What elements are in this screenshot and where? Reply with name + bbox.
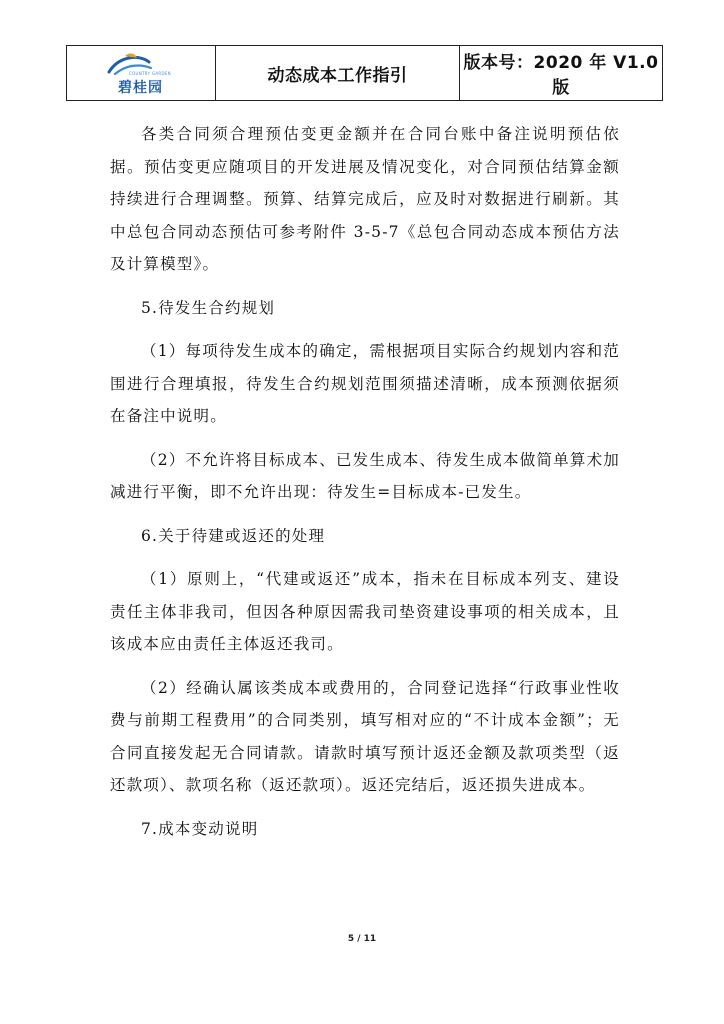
paragraph-5-1: （1）每项待发生成本的确定，需根据项目实际合约规划内容和范围进行合理填报，待发生合约规划范围须描述清晰，成本预测依据须在备注中说明。 bbox=[110, 342, 620, 425]
logo-name: 碧桂园 bbox=[118, 80, 163, 96]
company-logo bbox=[91, 50, 191, 96]
section-heading-7: 7.成本变动说明 bbox=[141, 819, 259, 838]
logo-cell bbox=[67, 46, 216, 101]
title-cell bbox=[216, 46, 460, 101]
version-label: 版本号：2020 年 V1.0 版 bbox=[463, 53, 659, 98]
section-heading-5: 5.待发生合约规划 bbox=[141, 298, 276, 317]
page-number: 5 / 11 bbox=[347, 934, 377, 944]
document-title: 动态成本工作指引 bbox=[267, 65, 408, 86]
version-cell bbox=[460, 46, 663, 101]
document-header bbox=[66, 45, 663, 101]
paragraph-5-2: （2）不允许将目标成本、已发生成本、待发生成本做简单算术加减进行平衡，即不允许出现：待发生=目标成本-已发生。 bbox=[110, 450, 620, 501]
document-body bbox=[110, 118, 620, 856]
section-heading-6: 6.关于待建或返还的处理 bbox=[141, 526, 326, 545]
paragraph-6-1: （1）原则上，“代建或返还”成本，指未在目标成本列支、建设责任主体非我司，但因各种原因需我司垫资建设事项的相关成本，且该成本应由责任主体返还我司。 bbox=[110, 570, 620, 653]
logo-small-text: COUNTRY GARDEN bbox=[129, 71, 171, 76]
paragraph-estimate-changes: 各类合同须合理预估变更金额并在合同台账中备注说明预估依据。预估变更应随项目的开发进展及情况变化，对合同预估结算金额持续进行合理调整。预算、结算完成后，应及时对数据进行刷新。其中总包合同动态预估可参考附件 3-5-7《总包合同动态成本预估方法及计算模型》。 bbox=[110, 125, 620, 273]
paragraph-6-2: （2）经确认属该类成本或费用的，合同登记选择“行政事业性收费与前期工程费用”的合同类别，填写相对应的“不计成本金额”；无合同直接发起无合同请款。请款时填写预计返还金额及款项类型（返还款项）、款项名称（返还款项）。返还完结后，返还损失进成本。 bbox=[110, 678, 620, 794]
